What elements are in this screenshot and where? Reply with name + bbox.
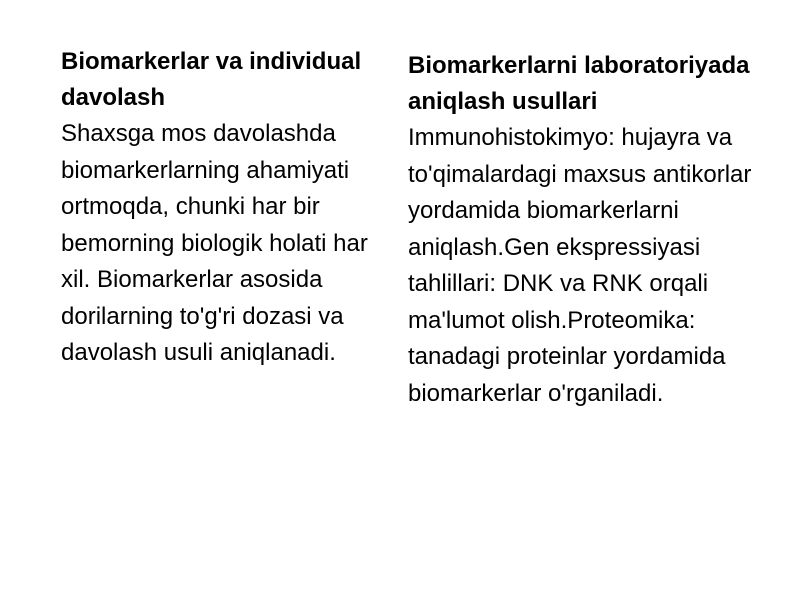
right-column [408, 48, 770, 412]
left-column-heading: Biomarkerlar va individual davolash [61, 48, 362, 111]
left-column-body: Shaxsga mos davolashda biomarkerlarning ahamiyati ortmoqda, chunki har bir bemorning biologik holati har xil. Biomarkerlar asosida dorilarning to'g'ri dozasi va davolash usuli aniqlanadi. [61, 120, 368, 366]
left-column [61, 44, 386, 372]
right-column-heading: Biomarkerlarni laboratoriyada aniqlash usullari [408, 52, 750, 115]
right-column-body: Immunohistokimyo: hujayra va to'qimalardagi maxsus antikorlar yordamida biomarkerlarni aniqlash.Gen ekspressiyasi tahlillari: DNK va RNK orqali ma'lumot olish.Proteomika: tanadagi proteinlar yordamida biomarkerlar o'rganiladi. [408, 124, 752, 407]
